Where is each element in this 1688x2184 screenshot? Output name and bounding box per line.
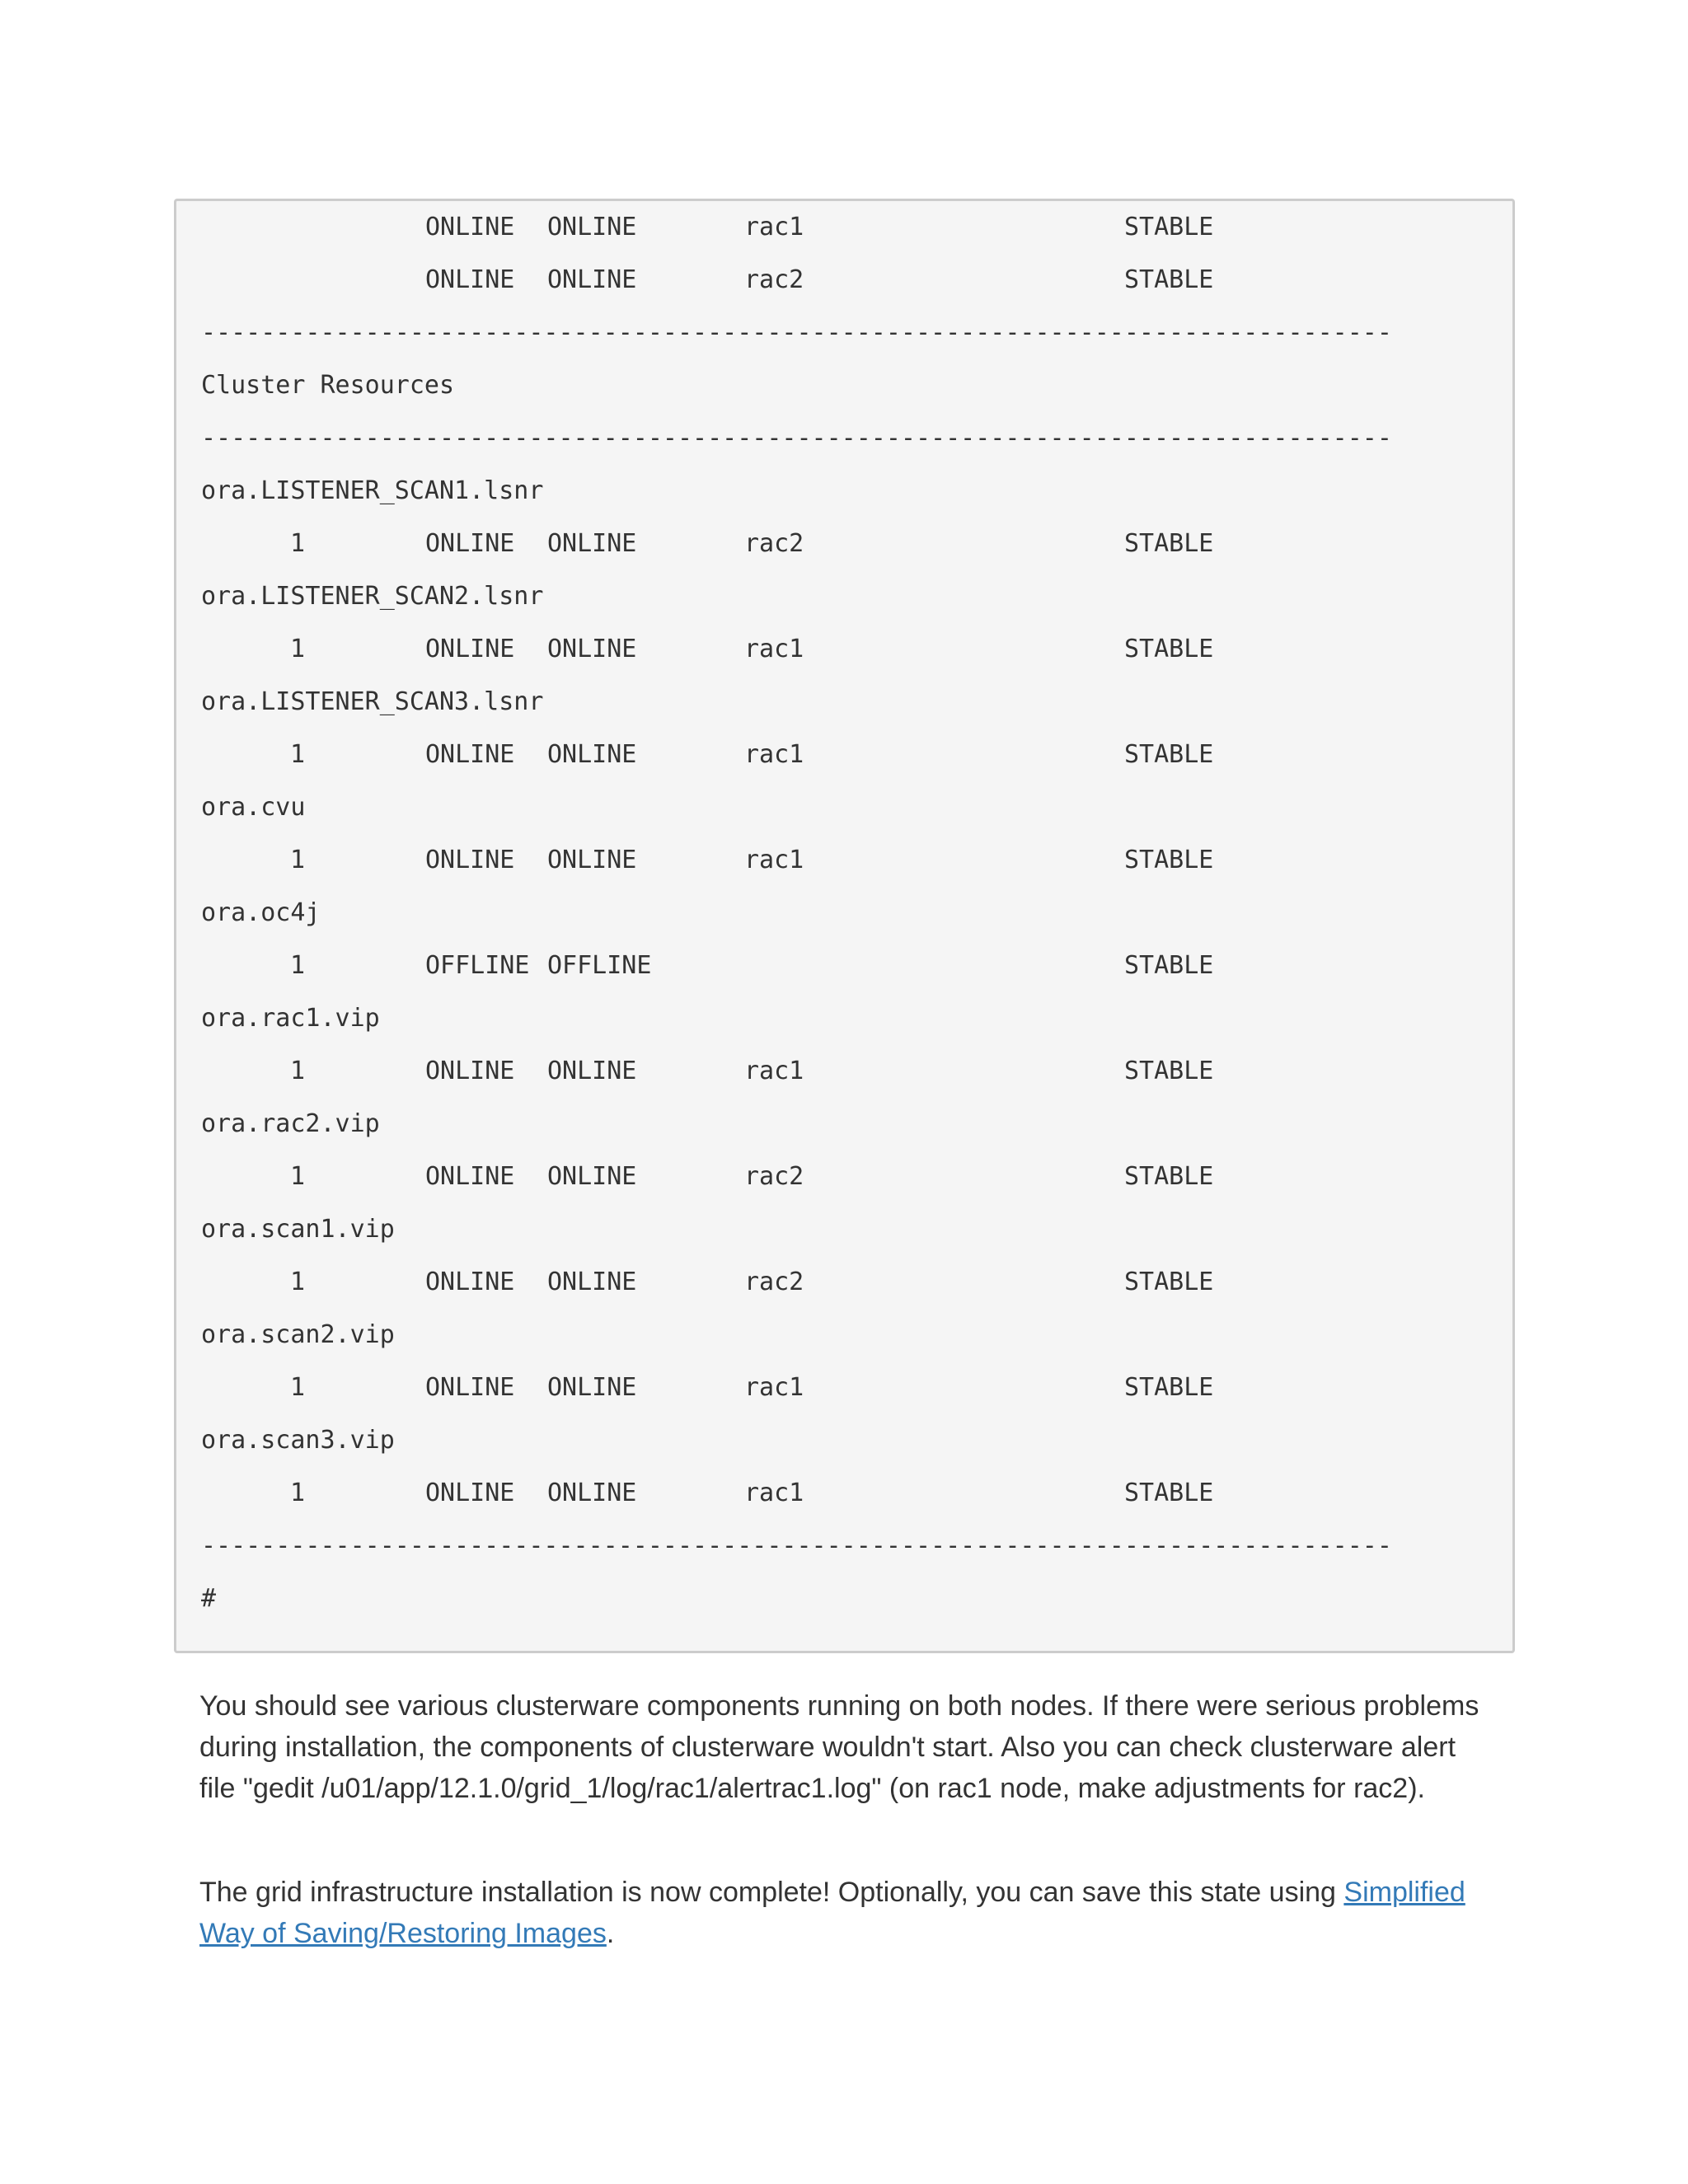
- resource-state: ONLINE: [547, 846, 637, 874]
- resource-state-details: STABLE: [1124, 1373, 1214, 1402]
- resource-number: 1: [290, 529, 306, 558]
- resource-state: ONLINE: [547, 1479, 637, 1507]
- resource-number: 1: [290, 1057, 306, 1085]
- resource-number: 1: [290, 740, 306, 769]
- resource-state-details: STABLE: [1124, 213, 1214, 241]
- resource-target: ONLINE: [425, 740, 515, 769]
- resource-state-details: STABLE: [1124, 1479, 1214, 1507]
- resource-state-details: STABLE: [1124, 635, 1214, 663]
- code-text-line: ora.scan3.vip: [201, 1426, 395, 1455]
- resource-target: ONLINE: [425, 213, 515, 241]
- resource-server: rac1: [744, 740, 804, 769]
- resource-server: rac1: [744, 213, 804, 241]
- resource-target: ONLINE: [425, 1162, 515, 1191]
- resource-state: ONLINE: [547, 213, 637, 241]
- paragraph-text-after-link: .: [606, 1918, 615, 1949]
- code-text-line: ora.cvu: [201, 793, 306, 822]
- resource-server: rac2: [744, 1162, 804, 1191]
- saving-restoring-images-link[interactable]: Simplified Way of Saving/Restoring Images: [199, 1877, 1465, 1949]
- code-text-line: Cluster Resources: [201, 371, 455, 400]
- code-text-line: ora.LISTENER_SCAN2.lsnr: [201, 582, 544, 611]
- resource-state: ONLINE: [547, 1162, 637, 1191]
- resource-target: ONLINE: [425, 1479, 515, 1507]
- resource-state-details: STABLE: [1124, 265, 1214, 294]
- resource-state-details: STABLE: [1124, 1162, 1214, 1191]
- resource-server: rac1: [744, 846, 804, 874]
- resource-server: rac1: [744, 1057, 804, 1085]
- resource-number: 1: [290, 1373, 306, 1402]
- resource-target: OFFLINE: [425, 951, 530, 980]
- resource-state: OFFLINE: [547, 951, 652, 980]
- code-text-line: --------------------------------------------------------------------------------: [201, 318, 1392, 347]
- resource-number: 1: [290, 951, 306, 980]
- code-text-line: ora.LISTENER_SCAN1.lsnr: [201, 476, 544, 505]
- paragraph-installation-complete: [199, 1872, 1485, 1954]
- resource-number: 1: [290, 1479, 306, 1507]
- resource-state: ONLINE: [547, 265, 637, 294]
- paragraph-cluster-status: You should see various clusterware components running on both nodes. If there were serious problems during installation, the components of clusterware wouldn't start. Also you can check clusterware alert file "gedit /u01/app/12.1.0/grid_1/log/rac1/alertrac1.log" (on rac1 node, make adjustments for rac2).: [199, 1690, 1479, 1804]
- resource-server: rac1: [744, 635, 804, 663]
- code-text-line: ora.LISTENER_SCAN3.lsnr: [201, 687, 544, 716]
- resource-server: rac1: [744, 1373, 804, 1402]
- resource-state-details: STABLE: [1124, 846, 1214, 874]
- code-text-line: --------------------------------------------------------------------------------: [201, 1531, 1392, 1560]
- resource-state-details: STABLE: [1124, 1268, 1214, 1296]
- code-text-line: ora.scan1.vip: [201, 1215, 395, 1244]
- resource-state-details: STABLE: [1124, 951, 1214, 980]
- resource-server: rac1: [744, 1479, 804, 1507]
- resource-state: ONLINE: [547, 1373, 637, 1402]
- code-text-line: ora.rac2.vip: [201, 1109, 380, 1138]
- resource-target: ONLINE: [425, 1268, 515, 1296]
- resource-state-details: STABLE: [1124, 740, 1214, 769]
- resource-target: ONLINE: [425, 265, 515, 294]
- resource-state-details: STABLE: [1124, 1057, 1214, 1085]
- resource-state-details: STABLE: [1124, 529, 1214, 558]
- resource-target: ONLINE: [425, 1057, 515, 1085]
- resource-target: ONLINE: [425, 635, 515, 663]
- resource-number: 1: [290, 846, 306, 874]
- resource-state: ONLINE: [547, 529, 637, 558]
- resource-target: ONLINE: [425, 1373, 515, 1402]
- code-text-line: ora.oc4j: [201, 898, 321, 927]
- resource-target: ONLINE: [425, 846, 515, 874]
- code-text-line: ora.scan2.vip: [201, 1320, 395, 1349]
- resource-target: ONLINE: [425, 529, 515, 558]
- resource-state: ONLINE: [547, 740, 637, 769]
- resource-server: rac2: [744, 265, 804, 294]
- code-block: [174, 199, 1515, 1653]
- resource-server: rac2: [744, 1268, 804, 1296]
- resource-number: 1: [290, 1268, 306, 1296]
- paragraph-text-before-link: The grid infrastructure installation is now complete! Optionally, you can save this state using: [199, 1877, 1344, 1908]
- resource-number: 1: [290, 1162, 306, 1191]
- resource-state: ONLINE: [547, 635, 637, 663]
- resource-state: ONLINE: [547, 1057, 637, 1085]
- resource-server: rac2: [744, 529, 804, 558]
- code-text-line: #: [201, 1584, 217, 1613]
- code-text-line: --------------------------------------------------------------------------------: [201, 424, 1392, 452]
- resource-state: ONLINE: [547, 1268, 637, 1296]
- code-text-line: ora.rac1.vip: [201, 1004, 380, 1033]
- resource-number: 1: [290, 635, 306, 663]
